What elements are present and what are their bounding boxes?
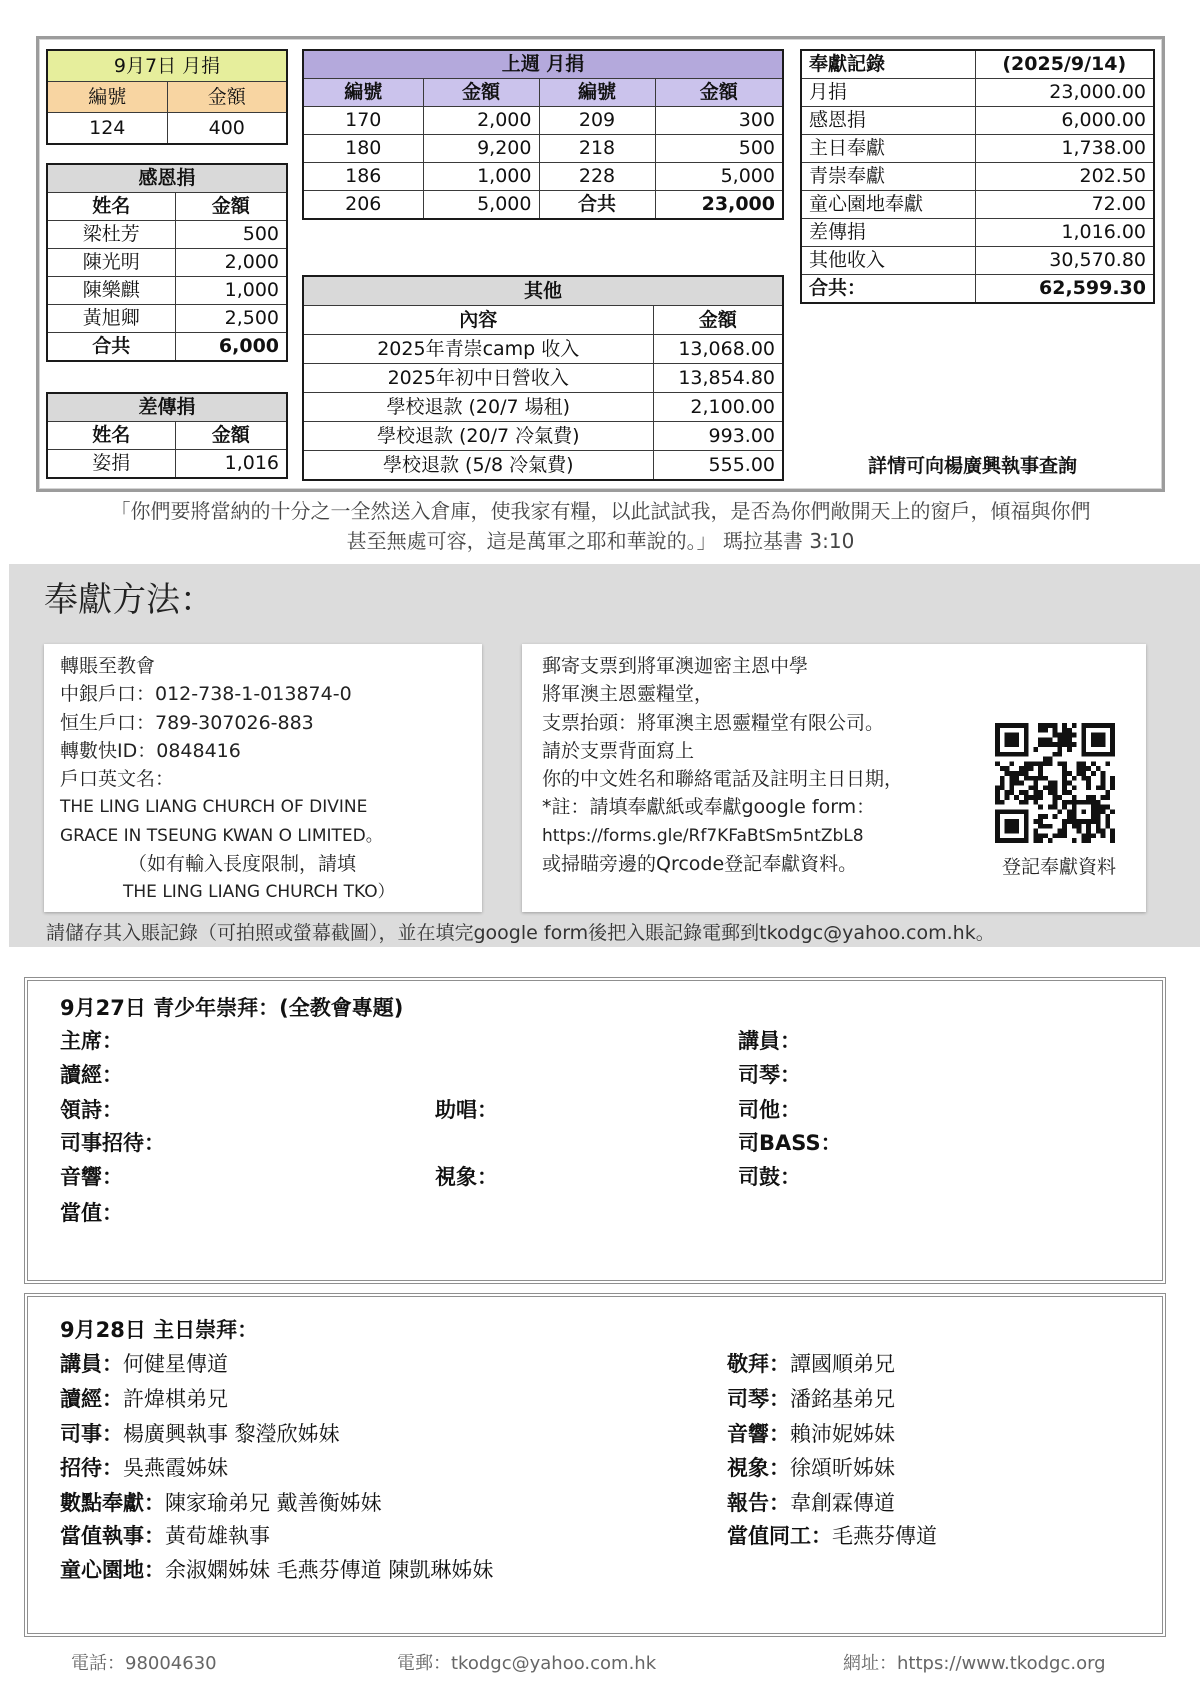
last-week-monthly-offering-table <box>302 49 784 220</box>
cell-number: 218 <box>539 135 655 163</box>
role-entry <box>727 1491 895 1515</box>
total-label: 合共 <box>47 333 175 362</box>
total-amount: 23,000 <box>655 191 783 220</box>
role-label: 讀經： <box>60 1387 123 1411</box>
cell-amount: 72.00 <box>975 191 1154 219</box>
cell-number: 124 <box>47 113 167 145</box>
cell-number: 170 <box>303 107 423 135</box>
cell-name: 姿捐 <box>47 450 175 479</box>
role-label: 敬拜： <box>727 1352 790 1376</box>
column-header: 金額 <box>175 422 287 450</box>
role-drums: 司鼓： <box>738 1165 801 1189</box>
transfer-line: THE LING LIANG CHURCH OF DIVINE <box>60 797 368 818</box>
column-header: 金額 <box>423 79 539 107</box>
role-entry <box>60 1558 493 1582</box>
cell-amount: 2,000 <box>175 249 287 277</box>
role-value: 韋創霖傳道 <box>790 1491 895 1515</box>
role-duty: 當值： <box>60 1201 123 1225</box>
role-value: 賴沛妮姊妹 <box>790 1422 895 1446</box>
column-header: 編號 <box>47 82 167 113</box>
table-title: 奉獻記錄 <box>801 50 975 79</box>
role-value: 何健星傳道 <box>123 1352 228 1376</box>
cell-number: 186 <box>303 163 423 191</box>
cheque-line: 請於支票背面寫上 <box>542 739 695 762</box>
column-header: 編號 <box>303 79 423 107</box>
role-value: 黃荀雄執事 <box>165 1524 270 1548</box>
cell-amount: 13,068.00 <box>653 335 783 364</box>
cell-amount: 2,000 <box>423 107 539 135</box>
role-entry <box>60 1524 270 1548</box>
cell-amount: 993.00 <box>653 422 783 451</box>
transfer-line: 轉賬至教會 <box>60 655 156 677</box>
cell-amount: 1,016.00 <box>975 219 1154 247</box>
footer-phone: 電話：98004630 <box>71 1653 217 1674</box>
column-header: 編號 <box>539 79 655 107</box>
cell-number: 206 <box>303 191 423 220</box>
transfer-line: GRACE IN TSEUNG KWAN O LIMITED。 <box>60 825 383 846</box>
sunday-service-heading: 9月28日 主日崇拜： <box>60 1318 259 1342</box>
table-title: 9月7日 月捐 <box>47 50 287 82</box>
qr-code-icon <box>995 723 1115 843</box>
footer-email: 電郵：tkodgc@yahoo.com.hk <box>397 1653 657 1674</box>
cheque-line: 你的中文姓名和聯絡電話及註明主日日期， <box>542 768 904 791</box>
cell-name: 黃旭卿 <box>47 305 175 333</box>
cell-number: 209 <box>539 107 655 135</box>
cell-description: 2025年青崇camp 收入 <box>303 335 653 364</box>
cell-name: 陳光明 <box>47 249 175 277</box>
column-header: 姓名 <box>47 193 175 221</box>
role-speaker: 講員： <box>738 1029 801 1053</box>
role-value: 余淑嫻姊妹 毛燕芬傳道 陳凱琳姊妹 <box>165 1558 494 1582</box>
role-reading: 讀經： <box>60 1063 123 1087</box>
role-label: 當值執事： <box>60 1524 165 1548</box>
role-entry <box>727 1524 937 1548</box>
role-value: 毛燕芬傳道 <box>832 1524 937 1548</box>
column-header: 金額 <box>655 79 783 107</box>
other-income-table <box>302 275 784 481</box>
table-title: 其他 <box>303 276 783 306</box>
cell-amount: 2,100.00 <box>653 393 783 422</box>
youth-service-box <box>24 977 1166 1284</box>
column-header: 金額 <box>167 82 287 113</box>
cell-amount: 500 <box>175 221 287 249</box>
cell-description: 學校退款 (20/7 場租) <box>303 393 653 422</box>
cell-amount: 5,000 <box>423 191 539 220</box>
cell-amount: 2,500 <box>175 305 287 333</box>
scripture-line-2: 甚至無處可容，這是萬軍之耶和華說的。」 瑪拉基書 3:10 <box>346 529 855 553</box>
inquiry-note: 詳情可向楊廣興執事查詢 <box>868 455 1078 477</box>
role-entry <box>727 1352 895 1376</box>
transfer-line: 戶口英文名： <box>60 768 175 791</box>
cell-category: 主日奉獻 <box>801 135 975 163</box>
role-label: 童心園地： <box>60 1558 165 1582</box>
cell-amount: 1,016 <box>175 450 287 479</box>
role-entry <box>727 1422 895 1446</box>
qr-caption: 登記奉獻資料 <box>1001 856 1116 878</box>
role-label: 司事： <box>60 1422 123 1446</box>
role-entry <box>727 1387 895 1411</box>
role-piano: 司琴： <box>738 1063 801 1087</box>
role-label: 招待： <box>60 1456 123 1480</box>
total-label: 合共： <box>801 275 975 304</box>
transfer-line: 恒生戶口：789-307026-883 <box>60 711 314 734</box>
role-value: 譚國順弟兄 <box>790 1352 895 1376</box>
role-label: 當值同工： <box>727 1524 832 1548</box>
role-label: 報告： <box>727 1491 790 1515</box>
role-value: 潘銘基弟兄 <box>790 1387 895 1411</box>
role-value: 吳燕霞姊妹 <box>123 1456 228 1480</box>
cell-amount: 6,000.00 <box>975 107 1154 135</box>
transfer-line: 中銀戶口：012-738-1-013874-0 <box>60 683 352 706</box>
role-value: 楊廣興執事 黎瀅欣姊妹 <box>123 1422 340 1446</box>
column-header: 內容 <box>303 306 653 335</box>
table-title: 上週 月捐 <box>303 50 783 79</box>
cell-amount: 555.00 <box>653 451 783 481</box>
total-label: 合共 <box>539 191 655 220</box>
cheque-line: *註：請填奉獻紙或奉獻google form： <box>542 796 876 819</box>
thanksgiving-offering-table <box>46 163 288 362</box>
cell-amount: 1,738.00 <box>975 135 1154 163</box>
table-title: 感恩捐 <box>47 164 287 193</box>
role-entry <box>60 1352 228 1376</box>
cell-amount: 400 <box>167 113 287 145</box>
role-label: 視象： <box>727 1456 790 1480</box>
column-header: 姓名 <box>47 422 175 450</box>
cell-amount: 30,570.80 <box>975 247 1154 275</box>
cell-name: 梁杜芳 <box>47 221 175 249</box>
youth-service-heading: 9月27日 青少年崇拜：(全教會專題) <box>60 996 404 1020</box>
form-url: https://forms.gle/Rf7KFaBtSm5ntZbL8 <box>542 825 864 846</box>
mission-offering-table <box>46 392 288 479</box>
cheque-line: 或掃瞄旁邊的Qrcode登記奉獻資料。 <box>542 853 858 876</box>
role-label: 音響： <box>727 1422 790 1446</box>
cell-category: 感恩捐 <box>801 107 975 135</box>
cell-amount: 9,200 <box>423 135 539 163</box>
transfer-record-note: 請儲存其入賬記錄（可拍照或螢幕截圖），並在填完google form後把入賬記錄電郵到tkodgc@yahoo.com.hk。 <box>46 922 995 944</box>
cell-number: 180 <box>303 135 423 163</box>
transfer-line: 轉數快ID：0848416 <box>60 739 241 762</box>
role-entry <box>60 1456 228 1480</box>
role-entry <box>60 1422 340 1446</box>
cell-amount: 5,000 <box>655 163 783 191</box>
cell-description: 學校退款 (20/7 冷氣費) <box>303 422 653 451</box>
column-header: 金額 <box>653 306 783 335</box>
scripture-line-1: 「你們要將當納的十分之一全然送入倉庫，使我家有糧，以此試試我，是否為你們敞開天上的窗戶，傾福與你們 <box>110 499 1091 523</box>
cheque-line: 將軍澳主恩靈糧堂， <box>542 683 714 706</box>
role-ushers: 司事招待： <box>60 1131 165 1155</box>
role-guitar: 司他： <box>738 1098 801 1122</box>
cell-amount: 202.50 <box>975 163 1154 191</box>
cell-category: 月捐 <box>801 79 975 107</box>
cheque-line: 支票抬頭：將軍澳主恩靈糧堂有限公司。 <box>542 711 885 734</box>
cell-amount: 500 <box>655 135 783 163</box>
role-entry <box>60 1491 382 1515</box>
footer-website: 網址：https://www.tkodgc.org <box>843 1653 1106 1674</box>
cell-category: 童心園地奉獻 <box>801 191 975 219</box>
table-title: 差傳捐 <box>47 393 287 422</box>
role-entry <box>727 1456 895 1480</box>
role-value: 陳家瑜弟兄 戴善衡姊妹 <box>165 1491 382 1515</box>
record-date: (2025/9/14) <box>975 50 1154 79</box>
cell-amount: 13,854.80 <box>653 364 783 393</box>
cell-amount: 300 <box>655 107 783 135</box>
cheque-line: 郵寄支票到將軍澳迦密主恩中學 <box>542 655 809 677</box>
cell-amount: 23,000.00 <box>975 79 1154 107</box>
total-amount: 62,599.30 <box>975 275 1154 304</box>
role-bass: 司BASS： <box>738 1131 842 1155</box>
cell-category: 差傳捐 <box>801 219 975 247</box>
cell-description: 2025年初中日營收入 <box>303 364 653 393</box>
cell-amount: 1,000 <box>175 277 287 305</box>
sep7-monthly-offering-table <box>46 49 288 145</box>
role-chair: 主席： <box>60 1029 123 1053</box>
role-label: 講員： <box>60 1352 123 1376</box>
cell-category: 其他收入 <box>801 247 975 275</box>
transfer-line: THE LING LIANG CHURCH TKO） <box>123 882 395 903</box>
offering-methods-title: 奉獻方法： <box>44 580 214 620</box>
role-sound: 音響： <box>60 1165 123 1189</box>
cell-name: 陳樂麒 <box>47 277 175 305</box>
role-worship-lead: 領詩： <box>60 1098 123 1122</box>
transfer-line: （如有輸入長度限制，請填 <box>128 853 357 876</box>
role-backup-singer: 助唱： <box>435 1098 498 1122</box>
role-visual: 視象： <box>435 1165 498 1189</box>
cell-number: 228 <box>539 163 655 191</box>
role-entry <box>60 1387 228 1411</box>
cell-description: 學校退款 (5/8 冷氣費) <box>303 451 653 481</box>
offering-record-table <box>800 49 1155 304</box>
cell-amount: 1,000 <box>423 163 539 191</box>
role-label: 數點奉獻： <box>60 1491 165 1515</box>
bank-transfer-card <box>44 644 482 912</box>
role-label: 司琴： <box>727 1387 790 1411</box>
role-value: 許煒棋弟兄 <box>123 1387 228 1411</box>
role-value: 徐頌昕姊妹 <box>790 1456 895 1480</box>
cell-category: 青崇奉獻 <box>801 163 975 191</box>
total-amount: 6,000 <box>175 333 287 362</box>
column-header: 金額 <box>175 193 287 221</box>
